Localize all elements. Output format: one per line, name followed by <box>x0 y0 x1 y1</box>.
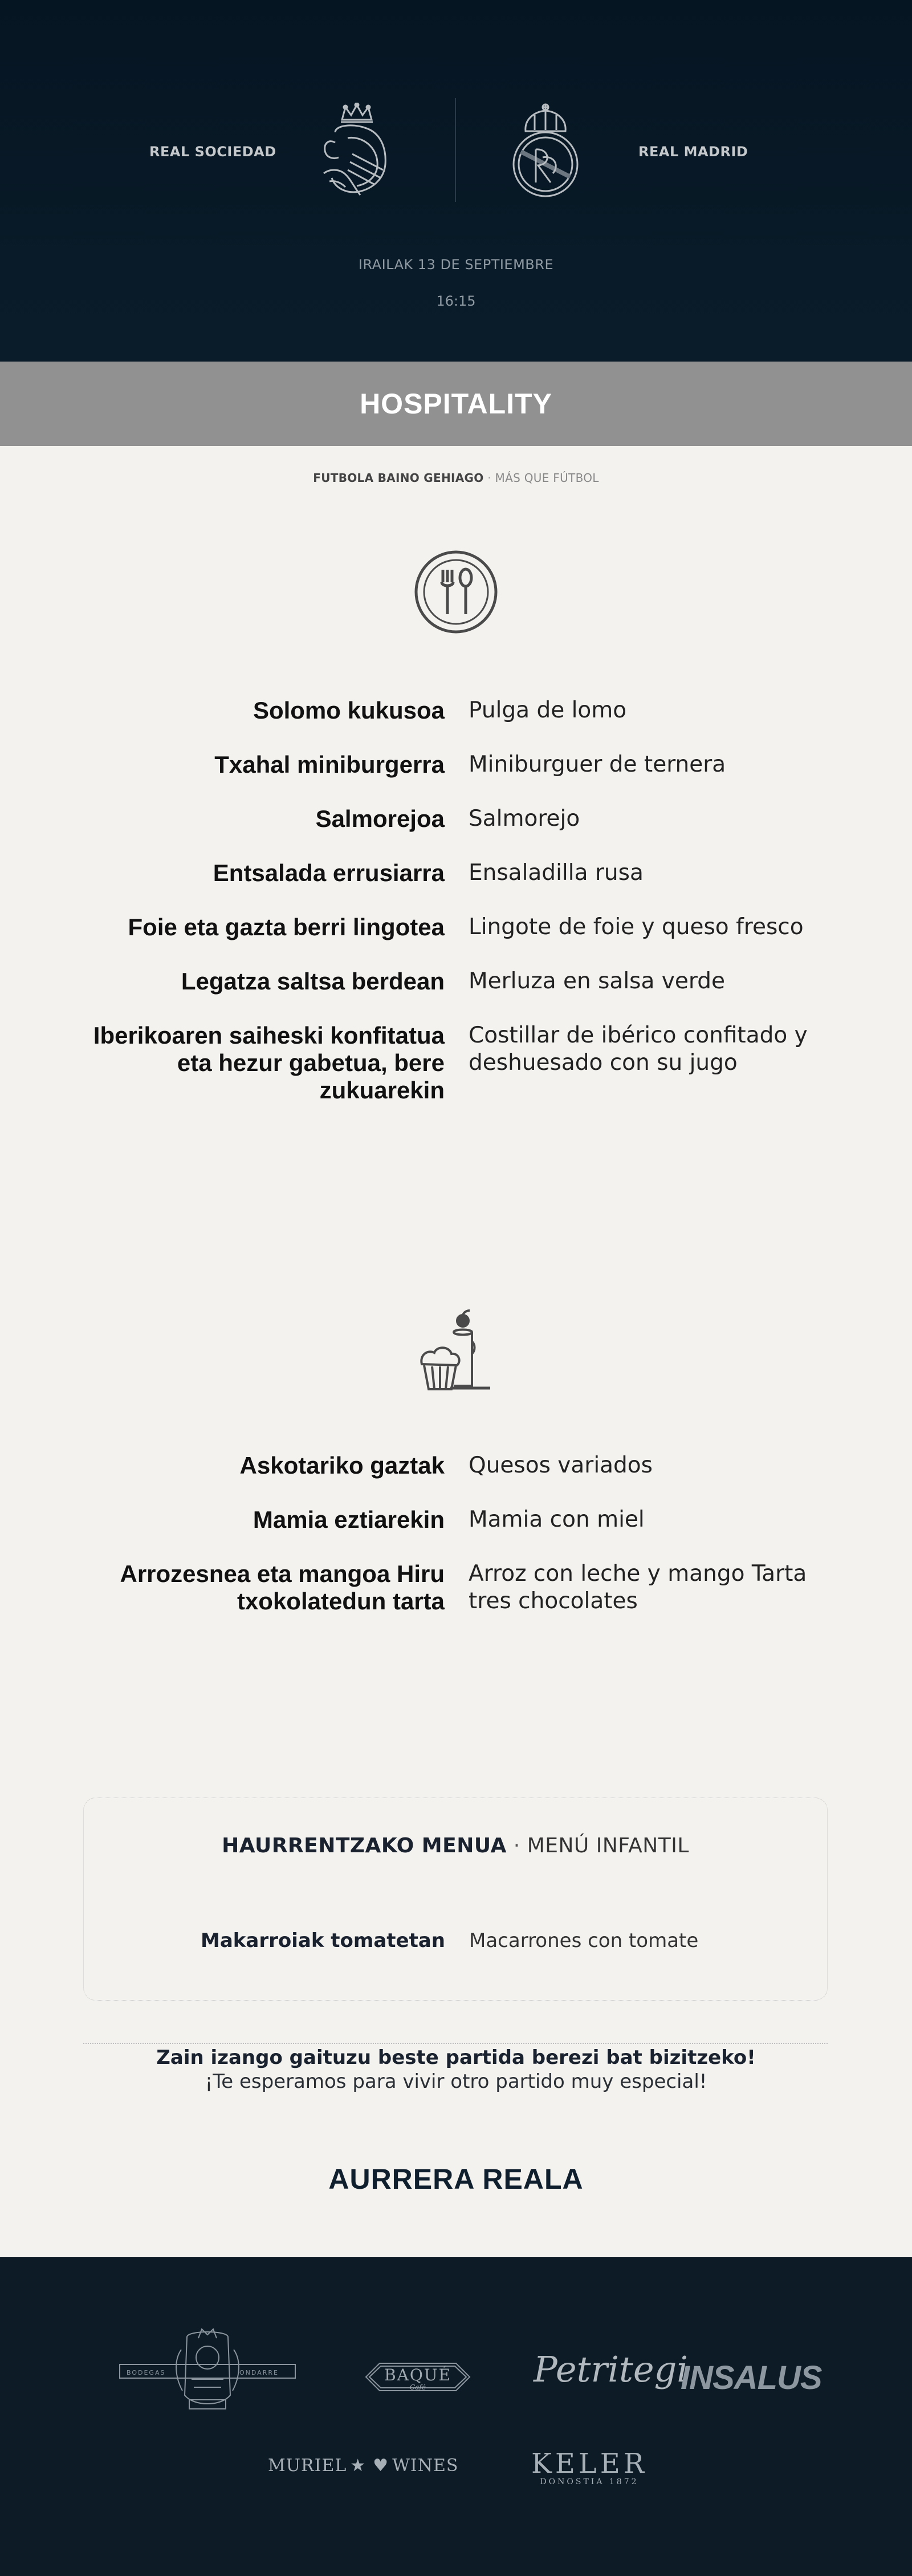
insalus-logo: INSALUS <box>681 2359 822 2396</box>
keler-text: KELER <box>531 2448 648 2480</box>
petritegi-logo: Petritegi <box>534 2348 689 2390</box>
menu-item-es: Costillar de ibérico confitado y deshuesado con su jugo <box>469 1023 808 1076</box>
kids-menu-box <box>83 1798 828 2001</box>
match-header <box>0 0 912 362</box>
menu-item-es: Ensaladilla rusa <box>469 860 644 886</box>
kids-menu-title-eu: HAURRENTZAKO MENUA <box>222 1834 507 1857</box>
menu-item <box>0 805 912 833</box>
tagline <box>0 471 912 485</box>
bodegas-text: BODEGAS <box>127 2369 166 2376</box>
closing-divider <box>83 2043 828 2044</box>
star-icon: ★ <box>350 2456 367 2476</box>
menu-item-eu: Arrozesnea eta mangoa Hiru txokolatedun tarta <box>120 1560 445 1614</box>
menu-item <box>0 1452 912 1479</box>
menu-item <box>0 859 912 887</box>
bodegas-ondarre-logo <box>119 2327 296 2416</box>
kids-menu-title-es: MENÚ INFANTIL <box>527 1834 689 1857</box>
menu-item-es: Salmorejo <box>469 806 580 831</box>
closing-line-eu: Zain izango gaituzu beste partida berezi bat bizitzeko! <box>156 2046 756 2069</box>
menu-item-eu: Mamia eztiarekin <box>253 1506 445 1533</box>
real-madrid-crest-icon <box>508 103 583 203</box>
menu-item-eu: Entsalada errusiarra <box>213 859 445 886</box>
real-sociedad-crest-icon <box>312 103 401 203</box>
menu-item-es: Pulga de lomo <box>469 697 627 723</box>
hospitality-banner <box>0 362 912 446</box>
ondarre-text: ONDARRE <box>239 2369 279 2376</box>
menu-item-eu: Solomo kukusoa <box>253 697 445 724</box>
menu-item-eu: Foie eta gazta berri lingotea <box>128 914 445 940</box>
muriel-text: MURIEL <box>268 2456 347 2476</box>
baque-sub-text: Café <box>410 2383 426 2391</box>
menu-item-es: Arroz con leche y mango Tarta tres chocolates <box>469 1561 807 1614</box>
teams-divider <box>455 98 456 202</box>
baque-cafe-logo <box>363 2359 473 2407</box>
heart-icon: ♥ <box>373 2456 389 2476</box>
hospitality-title: HOSPITALITY <box>360 388 552 420</box>
closing-line-es: ¡Te esperamos para vivir otro partido muy especial! <box>205 2070 707 2093</box>
baque-text: BAQUÉ <box>384 2366 451 2384</box>
dessert-menu-list <box>0 1452 912 1642</box>
keler-logo <box>531 2450 648 2486</box>
motto: AURRERA REALA <box>328 2163 584 2195</box>
menu-item-eu: Askotariko gaztak <box>239 1452 445 1479</box>
tagline-eu: FUTBOLA BAINO GEHIAGO <box>313 471 484 485</box>
kids-menu-item-eu: Makarroiak tomatetan <box>201 1929 445 1952</box>
menu-item-es: Miniburguer de ternera <box>469 752 726 777</box>
tagline-separator: · <box>483 471 495 485</box>
menu-item-es: Lingote de foie y queso fresco <box>469 914 804 940</box>
menu-item <box>0 1560 912 1615</box>
kids-menu-title-separator: · <box>506 1834 527 1857</box>
menu-item <box>0 1022 912 1104</box>
match-time: 16:15 <box>436 293 476 309</box>
home-team-name: REAL SOCIEDAD <box>149 144 276 160</box>
cake-cupcake-icon <box>0 1309 912 1394</box>
kids-menu-item-es: Macarrones con tomate <box>469 1929 699 1952</box>
keler-sub-text: DONOSTIA 1872 <box>540 2477 639 2486</box>
menu-item-eu: Iberikoaren saiheski konfitatua eta hezur gabetua, bere zukuarekin <box>93 1022 445 1104</box>
menu-item <box>0 1506 912 1534</box>
menu-item <box>0 697 912 724</box>
menu-item-eu: Txahal miniburgerra <box>214 751 445 778</box>
menu-item-eu: Salmorejoa <box>315 805 445 832</box>
menu-item-es: Quesos variados <box>469 1453 653 1478</box>
cutlery-plate-icon <box>0 549 912 635</box>
muriel-wines-logo <box>268 2456 458 2476</box>
tagline-es: MÁS QUE FÚTBOL <box>495 471 599 485</box>
menu-item-es: Merluza en salsa verde <box>469 968 725 994</box>
main-menu-list <box>0 697 912 1131</box>
menu-item-eu: Legatza saltsa berdean <box>181 968 445 995</box>
menu-item <box>0 751 912 778</box>
menu-item <box>0 914 912 941</box>
menu-item <box>0 968 912 995</box>
wines-text: WINES <box>392 2456 459 2476</box>
sponsors-footer <box>0 2257 912 2576</box>
kids-menu-item <box>84 1929 827 1952</box>
menu-item-es: Mamia con miel <box>469 1507 645 1532</box>
match-date: IRAILAK 13 DE SEPTIEMBRE <box>358 257 554 273</box>
kids-menu-title <box>84 1834 827 1857</box>
away-team-name: REAL MADRID <box>638 144 748 160</box>
